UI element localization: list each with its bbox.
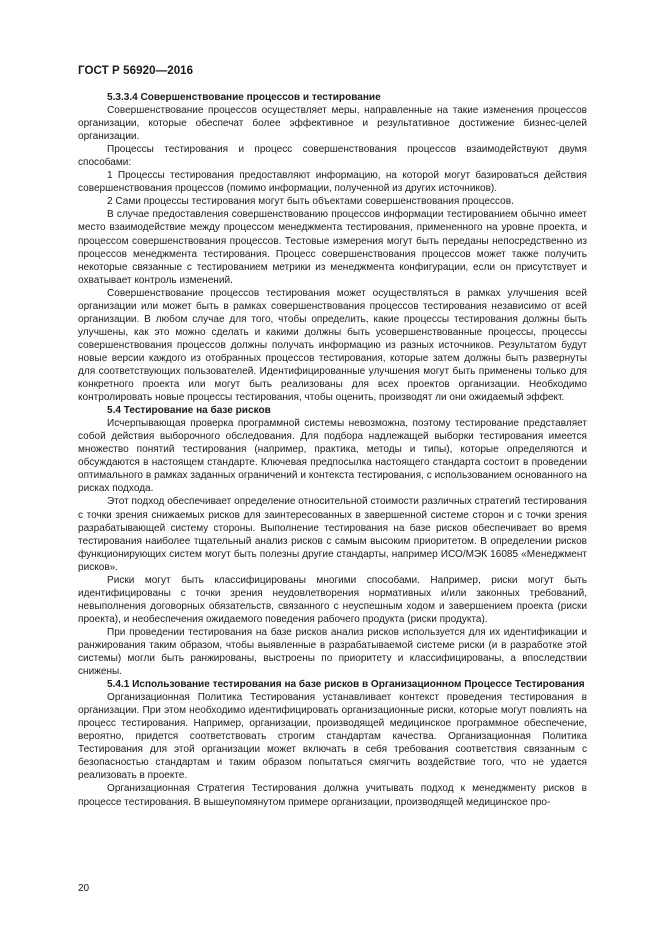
section-heading: 5.4 Тестирование на базе рисков — [107, 405, 271, 417]
body-paragraph: Исчерпывающая проверка программной системы невозможна, поэтому тестирование представляет собой действия выборочного обследования. Для подбора надлежащей выборки тестирования имеется множество понятий тестирования (например, практика, методы и типы), которые определяются и обсуждаются в настоящем стандарте. Ключевая предпосылка настоящего стандарта состоит в проведении оптимального в рамках заданных ограничений и контекста тестирования, с использованием основанного на рисках подхода. — [78, 418, 587, 495]
page-number: 20 — [78, 883, 90, 894]
body-paragraph: 2 Сами процессы тестирования могут быть объектами совершенствования процессов. — [107, 196, 514, 208]
section-heading: 5.3.3.4 Совершенствование процессов и тестирование — [107, 92, 381, 103]
body-paragraph: Риски могут быть классифицированы многими способами. Например, риски могут быть идентифицированы с точки зрения неудовлетворения нормативных и/или законных требований, невыполнения договорных обязательств, связанного с неуспешным ходом и завершением проекта (риски проекта), и необеспечения ожидаемого поведения рабочего продукта (риски продукта). — [78, 574, 587, 625]
body-paragraph: В случае предоставления совершенствованию процессов информации тестированием обычно имеет место взаимодействие между процессом менеджмента тестирования, примененного на уровне проекта, и процессом совершенствования процессов. Тестовые измерения могут быть переданы непосредственно из процессов менеджмента тестирования. Процесс совершенствования процессов может также получить некоторые связанные с тестированием метрики из менеджмента конфигурации, если он присутствует и охватывает контроль изменений. — [78, 209, 587, 286]
body-paragraph: Организационная Политика Тестирования устанавливает контекст проведения тестирования в организации. При этом необходимо идентифицировать организационные риски, которые могут повлиять на процесс тестирования. Например, организации, производящей медицинское программное обеспечение, вероятно, придется соответствовать строгим стандартам качества. Организационная Политика Тестирования для этой организации может включать в себя требования соответствия связанным с безопасностью стандартам и таким образом попытаться смягчить воздействие того, что не удается реализовать в проекте. — [78, 692, 587, 782]
document-header: ГОСТ Р 56920—2016 — [78, 65, 194, 77]
body-paragraph: Совершенствование процессов осуществляет меры, направленные на такие изменения процессов организации, которые обеспечат более эффективное и результативное достижение бизнес-целей организации. — [78, 105, 587, 143]
section-heading: 5.4.1 Использование тестирования на базе рисков в Организационном Процессе Тестирования — [107, 679, 585, 691]
body-paragraph: Организационная Стратегия Тестирования должна учитывать подход к менеджменту рисков в процессе тестирования. В вышеупомянутом примере организации, производящей медицинское про- — [78, 783, 587, 808]
body-paragraph: Этот подход обеспечивает определение относительной стоимости различных стратегий тестирования с точки зрения снижаемых рисков для заинтересованных в завершенной системе сторон и с точки зрения разрабатывающей систему стороны. Выполнение тестирования на базе рисков обеспечивает во время тестирования наиболее тщательный анализ рисков с самым высоким приоритетом. В определении рисков функционирующих систем могут быть полезны другие стандарты, например ИСО/МЭК 16085 «Менеджмент рисков». — [78, 496, 587, 573]
body-paragraph: При проведении тестирования на базе рисков анализ рисков используется для их идентификации и ранжирования таким образом, чтобы выявленные в разрабатываемой системе риски (и в разработке этой системы) могли быть ранжированы, выстроены по приоритету и классифицированы, а впоследствии снижены. — [78, 626, 587, 678]
body-paragraph: Процессы тестирования и процесс совершенствования процессов взаимодействуют двумя способами: — [78, 144, 587, 169]
document-body — [78, 91, 587, 809]
body-paragraph: Совершенствование процессов тестирования может осуществляться в рамках улучшения всей организации или может быть в рамках совершенствования процессов тестирования независимо от всей организации. В любом случае для того, чтобы определить, какие процессы тестирования должны быть улучшены, как это можно сделать и какими должны быть усовершенствованные процессы, процессы совершенствования процессов должны получать информацию из разных источников. Результатом будут новые версии каждого из отобранных процессов тестирования, которые затем должны быть развернуты для соответствующих пользователей. Идентифицированные улучшения могут быть применены только для конкретного проекта или могут быть реализованы для всех проектов организации. Необходимо контролировать новые процессы тестирования, чтобы оценить, производят ли они ожидаемый эффект. — [78, 287, 587, 404]
body-paragraph: 1 Процессы тестирования предоставляют информацию, на которой могут базироваться действия совершенствования процессов (помимо информации, полученной из других источников). — [78, 170, 587, 195]
